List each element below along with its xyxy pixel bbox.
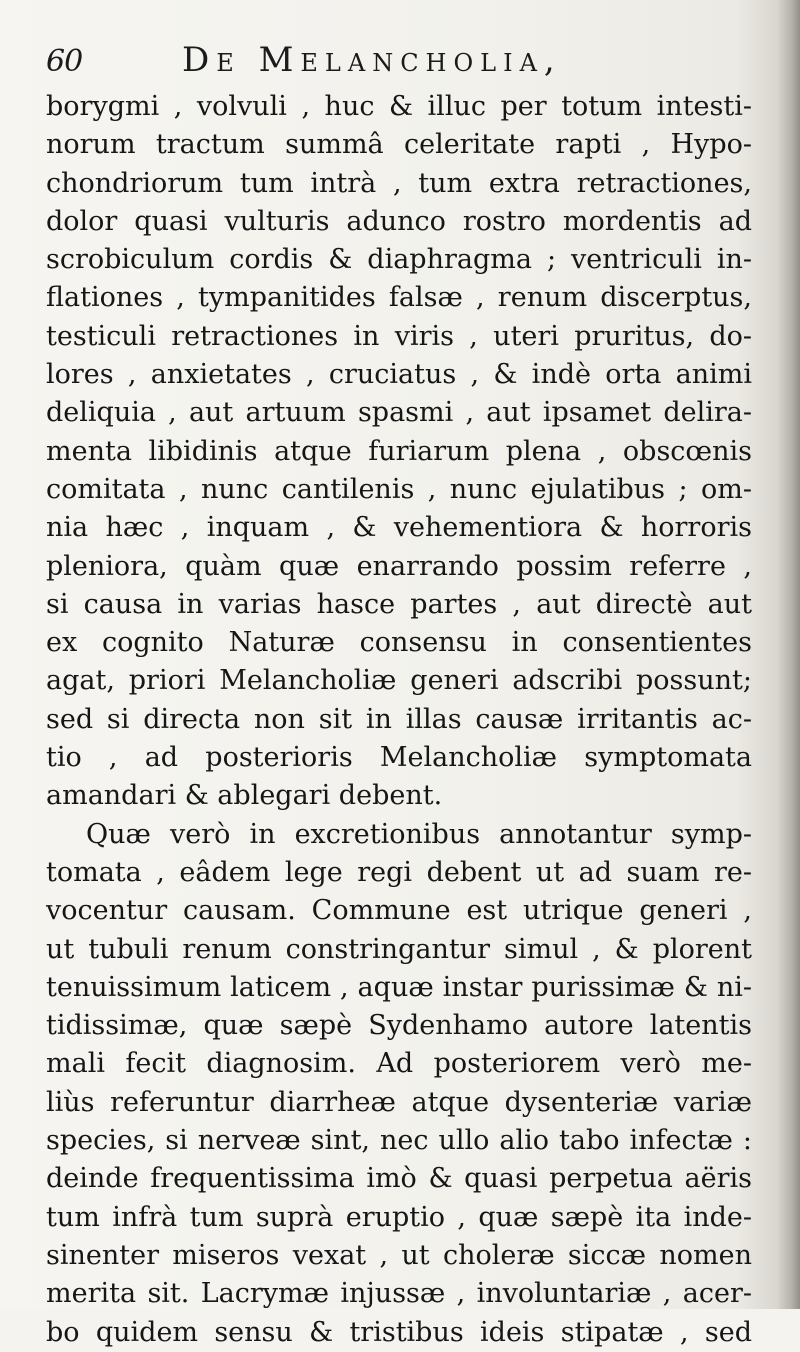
text-line: sinenter miseros vexat , ut choleræ siccæ nomen — [46, 1239, 752, 1271]
text-line: tenuissimum laticem , aquæ instar purissimæ & ni- — [46, 971, 752, 1003]
text-line: bo quidem sensu & tristibus ideis stipatæ , sed — [46, 1316, 752, 1348]
text-line: tidissimæ, quæ sæpè Sydenhamo autore latentis — [46, 1010, 752, 1042]
text-line: sed si directa non sit in illas causæ irritantis ac- — [46, 703, 752, 735]
text-line: pleniora, quàm quæ enarrando possim referre , — [46, 550, 752, 582]
text-line: deinde frequentissima imò & quasi perpetua aëris — [46, 1163, 752, 1195]
text-line: mali fecit diagnosim. Ad posteriorem verò me- — [46, 1048, 752, 1080]
text-line: testiculi retractiones in viris , uteri pruritus, do- — [46, 320, 752, 352]
text-line: ex cognito Naturæ consensu in consentientes — [46, 627, 752, 659]
text-line: menta libidinis atque furiarum plena , obscœnis — [46, 435, 752, 467]
running-title: De Melancholia, — [182, 40, 562, 80]
text-line: si causa in varias hasce partes , aut directè aut — [46, 588, 752, 620]
text-line: lores , anxietates , cruciatus , & indè orta animi — [46, 359, 752, 391]
text-line: ut tubuli renum constringantur simul , & plorent — [46, 933, 752, 965]
text-line: scrobiculum cordis & diaphragma ; ventriculi in- — [46, 244, 752, 276]
body-text — [46, 88, 752, 1352]
text-line: flationes , tympanitides falsæ , renum discerptus, — [46, 282, 752, 314]
text-line: Quæ verò in excretionibus annotantur symp- — [86, 818, 752, 850]
paragraph — [46, 816, 752, 1352]
text-line: vocentur causam. Commune est utrique generi , — [46, 895, 752, 927]
text-line: liùs referuntur diarrheæ atque dysenteriæ variæ — [46, 1086, 752, 1118]
paragraph — [46, 88, 752, 816]
page-header — [46, 40, 746, 86]
text-line: merita sit. Lacrymæ injussæ , involuntariæ , acer- — [46, 1278, 752, 1310]
text-line: chondriorum tum intrà , tum extra retractiones, — [46, 167, 752, 199]
text-line: borygmi , volvuli , huc & illuc per totum intesti- — [46, 91, 752, 122]
text-line: amandari & ablegari debent. — [46, 780, 443, 812]
text-line: tio , ad posterioris Melancholiæ symptomata — [46, 742, 752, 774]
text-line: tum infrà tum suprà eruptio , quæ sæpè ita inde- — [46, 1201, 752, 1233]
text-line: norum tractum summâ celeritate rapti , Hypo- — [46, 129, 752, 161]
text-line: dolor quasi vulturis adunco rostro mordentis ad — [46, 205, 752, 237]
text-line: tomata , eâdem lege regi debent ut ad suam re- — [46, 856, 752, 888]
text-line: agat, priori Melancholiæ generi adscribi possunt; — [46, 665, 752, 697]
text-line: deliquia , aut artuum spasmi , aut ipsamet delira- — [46, 397, 752, 429]
page-number: 60 — [46, 44, 83, 79]
text-line: nia hæc , inquam , & vehementiora & horroris — [46, 512, 752, 544]
page-gutter-shadow — [778, 0, 800, 1309]
text-line: species, si nerveæ sint, nec ullo alio tabo infectæ : — [46, 1125, 752, 1157]
text-line: comitata , nunc cantilenis , nunc ejulatibus ; om- — [46, 473, 752, 505]
